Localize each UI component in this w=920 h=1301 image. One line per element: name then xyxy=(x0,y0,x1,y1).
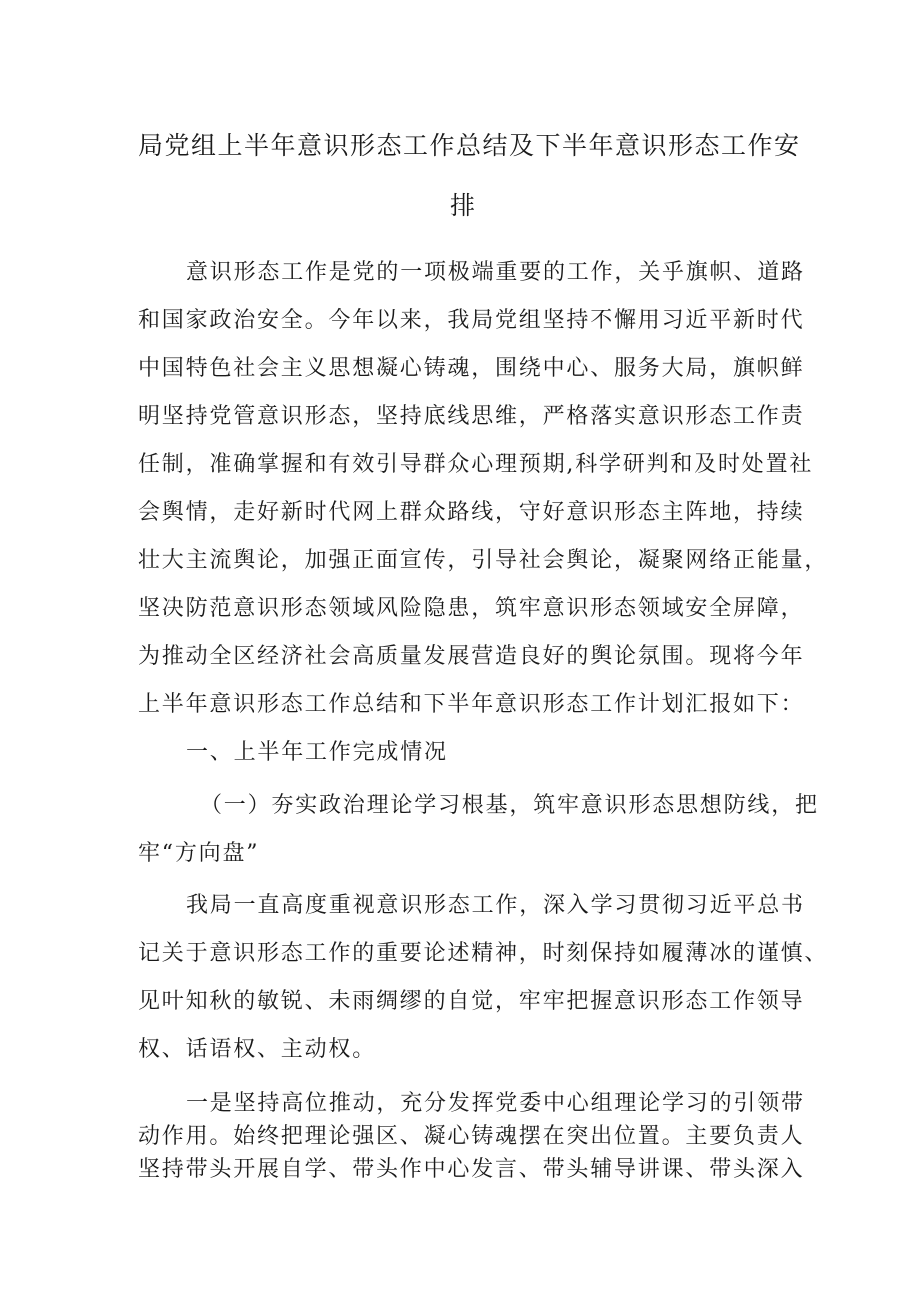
body-line-15: 一是坚持高位推动，充分发挥党委中心组理论学习的引领带 xyxy=(186,1091,805,1116)
subsection-heading-1-line-2: 牢“方向盘” xyxy=(138,841,260,866)
body-line-12: 记关于意识形态工作的重要论述精神，时刻保持如履薄冰的谨慎、 xyxy=(138,941,829,966)
body-line-14: 权、话语权、主动权。 xyxy=(138,1037,377,1062)
body-line-7: 壮大主流舆论，加强正面宣传，引导社会舆论，凝聚网络正能量， xyxy=(138,548,829,573)
body-line-4: 明坚持党管意识形态，坚持底线思维，严格落实意识形态工作责 xyxy=(138,404,805,429)
body-line-17: 坚持带头开展自学、带头作中心发言、带头辅导讲课、带头深入 xyxy=(138,1157,805,1182)
body-line-10: 上半年意识形态工作总结和下半年意识形态工作计划汇报如下： xyxy=(138,692,805,717)
body-line-3: 中国特色社会主义思想凝心铸魂，围绕中心、服务大局，旗帜鲜 xyxy=(138,356,805,381)
section-heading-1: 一、上半年工作完成情况 xyxy=(186,740,448,765)
body-line-1: 意识形态工作是党的一项极端重要的工作，关乎旗帜、道路 xyxy=(186,260,805,285)
document-title-line-2: 排 xyxy=(450,191,477,220)
body-line-11: 我局一直高度重视意识形态工作，深入学习贯彻习近平总书 xyxy=(186,893,805,918)
document-title-line-1: 局党组上半年意识形态工作总结及下半年意识形态工作安 xyxy=(138,131,801,160)
body-line-5: 任制，准确掌握和有效引导群众心理预期,科学研判和及时处置社 xyxy=(138,452,814,477)
body-line-6: 会舆情，走好新时代网上群众路线，守好意识形态主阵地，持续 xyxy=(138,500,805,525)
body-line-9: 为推动全区经济社会高质量发展营造良好的舆论氛围。现将今年 xyxy=(138,644,805,669)
body-line-2: 和国家政治安全。今年以来，我局党组坚持不懈用习近平新时代 xyxy=(138,308,805,333)
body-line-13: 见叶知秋的敏锐、未雨绸缪的自觉，牢牢把握意识形态工作领导 xyxy=(138,989,805,1014)
subsection-heading-1-line-1: （一）夯实政治理论学习根基，筑牢意识形态思想防线，把 xyxy=(200,793,819,818)
body-line-8: 坚决防范意识形态领域风险隐患，筑牢意识形态领域安全屏障， xyxy=(138,596,805,621)
body-line-16: 动作用。始终把理论强区、凝心铸魂摆在突出位置。主要负责人 xyxy=(138,1124,805,1149)
